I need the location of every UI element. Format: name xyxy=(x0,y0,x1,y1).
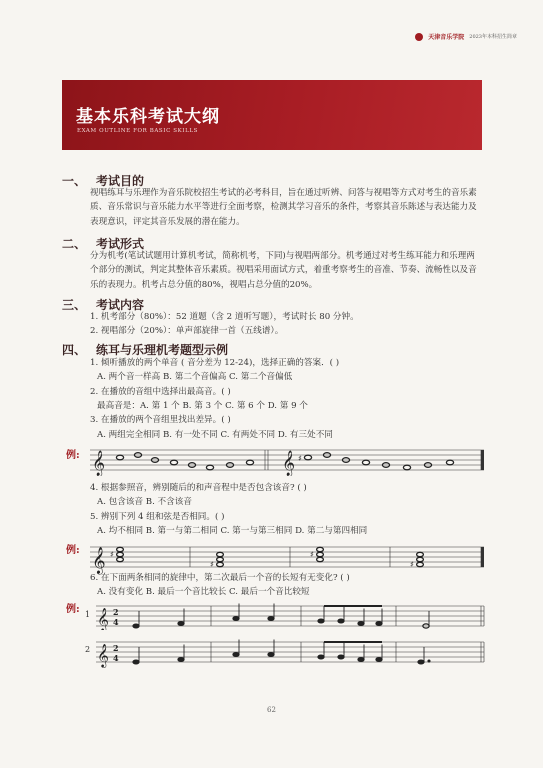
section-heading-2: 二、 考试形式 xyxy=(62,237,145,251)
question-5-options: A. 均不相同 B. 第一与第二相同 C. 第一与第三相同 D. 第二与第四相同 xyxy=(97,526,368,536)
music-staff-example-3 xyxy=(90,442,485,476)
sec3-item-2: 2. 视唱部分（20%）：单声部旋律一首（五线谱）。 xyxy=(90,326,284,336)
question-6: 6. 在下面两条相同的旋律中，第二次最后一个音的长短有无变化? ( ) xyxy=(90,573,350,583)
example-label-3: 例: xyxy=(66,604,80,615)
question-4-options: A. 包含该音 B. 不含该音 xyxy=(97,497,192,507)
treble-clef-icon: 𝄞 xyxy=(92,548,106,574)
question-4: 4. 根据参照音，辨别随后的和声音程中是否包含该音? ( ) xyxy=(90,483,307,493)
sharp-icon: ♯ xyxy=(298,454,302,463)
sec3-item-1: 1. 机考部分（80%）：52 道题（含 2 道听写题），考试时长 80 分钟。 xyxy=(90,312,359,322)
question-2: 2. 在播放的音组中选择出最高音。( ) xyxy=(90,387,231,397)
example-label-2: 例: xyxy=(66,545,80,556)
treble-clef-icon: 𝄞 xyxy=(97,643,109,667)
school-name: 天津音乐学院 xyxy=(428,34,465,41)
school-logo-icon xyxy=(415,33,423,41)
time-sig-bottom: 4 xyxy=(113,617,119,627)
page-subtitle: EXAM OUTLINE FOR BASIC SKILLS xyxy=(77,128,198,134)
question-5: 5. 辨别下列 4 组和弦是否相同。( ) xyxy=(90,512,225,522)
time-sig-bottom: 4 xyxy=(113,653,119,663)
melody-staff-2 xyxy=(96,634,485,668)
title-banner xyxy=(62,80,482,150)
question-2-options: 最高音是：A. 第 1 个 B. 第 3 个 C. 第 6 个 D. 第 9 个 xyxy=(97,401,308,411)
melody-staff-1 xyxy=(96,600,485,630)
sharp-icon: ♯ xyxy=(210,560,214,569)
section-heading-4: 四、 练耳与乐理机考题型示例 xyxy=(62,343,229,357)
header-caption: 2023年本科招生简章 xyxy=(469,34,517,40)
sharp-icon: ♯ xyxy=(310,550,314,559)
time-sig-top: 2 xyxy=(113,643,119,653)
staff-row-label-1: 1 xyxy=(85,610,91,619)
question-6-options: A. 没有变化 B. 最后一个音比较长 C. 最后一个音比较短 xyxy=(97,587,310,597)
example-label-1: 例: xyxy=(66,450,80,461)
question-3: 3. 在播放的两个音组里找出差异。( ) xyxy=(90,415,231,425)
header xyxy=(415,32,517,41)
treble-clef-icon: 𝄞 xyxy=(92,451,106,476)
sharp-icon: ♯ xyxy=(110,550,114,559)
staff-row-label-2: 2 xyxy=(85,645,91,654)
section-heading-1: 一、 考试目的 xyxy=(62,174,145,188)
treble-clef-icon: 𝄞 xyxy=(282,451,296,476)
treble-clef-icon: 𝄞 xyxy=(97,607,109,630)
time-sig-top: 2 xyxy=(113,607,119,617)
section-2-text: 分为机考(笔试试题用计算机考试，简称机考，下同)与视唱两部分。机考通过对考生练耳能力和乐理两个部分的测试，判定其整体音乐素质。视唱采用面试方式，着重考察考生的音准、节奏、流畅性以及音乐的表现力。机考占总分值的80%，视唱占总分值的20%。 xyxy=(90,251,477,290)
question-1-options: A. 两个音一样高 B. 第二个音偏高 C. 第二个音偏低 xyxy=(97,372,293,382)
page-title: 基本乐科考试大纲 xyxy=(76,107,220,127)
sharp-icon: ♯ xyxy=(410,560,414,569)
section-1-text: 视唱练耳与乐理作为音乐院校招生考试的必考科目，旨在通过听辨、问答与视唱等方式对考生的音乐素质、音乐常识与音乐能力水平等进行全面考察，检测其学习音乐的条件，考察其音乐陈述与表达能力及表现意识，评定其音乐发展的潜在能力。 xyxy=(90,188,477,227)
music-staff-example-5 xyxy=(90,537,485,577)
question-1: 1. 倾听播放的两个单音 ( 音分差为 12-24)，选择正确的答案．( ) xyxy=(90,358,340,368)
question-3-options: A. 两组完全相同 B. 有一处不同 C. 有两处不同 D. 有三处不同 xyxy=(97,430,333,440)
section-heading-3: 三、 考试内容 xyxy=(62,298,145,312)
page-number: 62 xyxy=(267,706,276,714)
